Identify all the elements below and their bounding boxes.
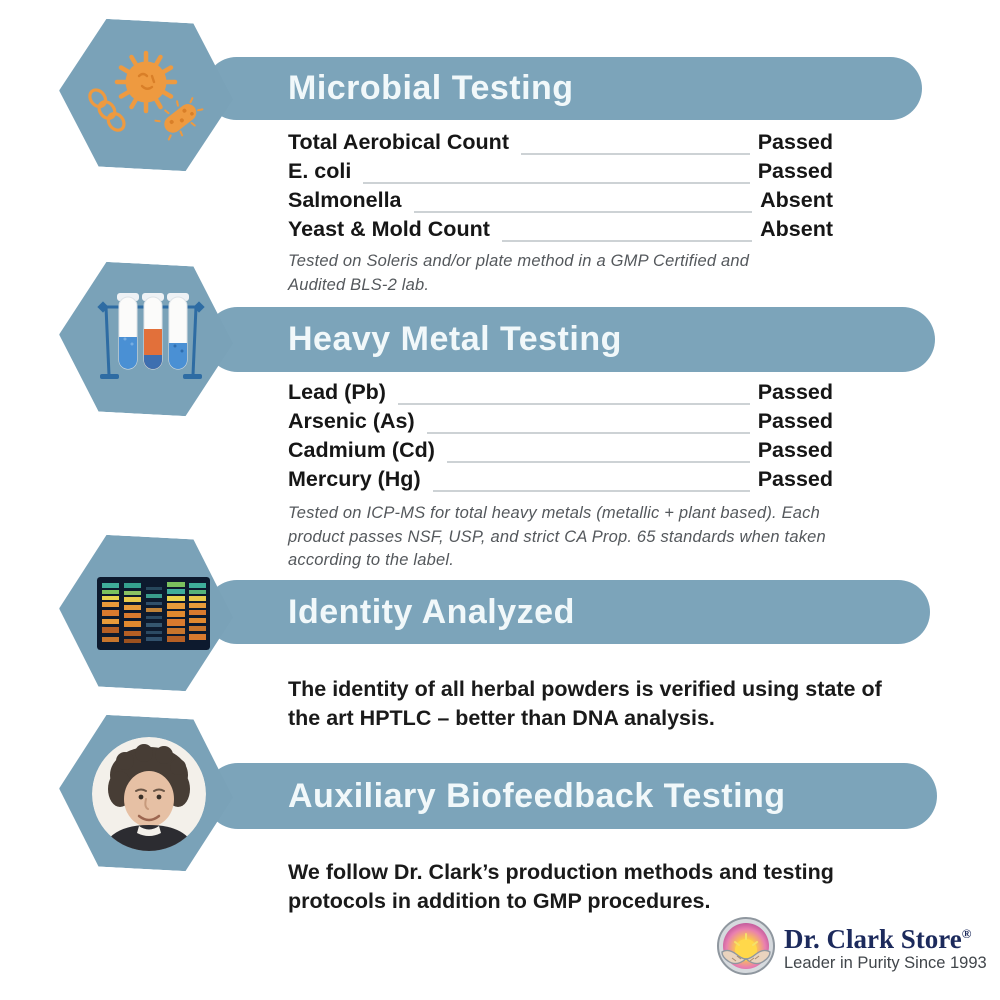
test-result: Passed bbox=[757, 438, 833, 462]
microbial-note: Tested on Soleris and/or plate method in a GMP Certified and Audited BLS-2 lab. bbox=[288, 252, 750, 294]
microbial-results-list bbox=[288, 130, 833, 246]
heavy-metal-note: Tested on ICP-MS for total heavy metals (metallic + plant based). Each product passes NSF, USP, and strict CA Prop. 65 standards when taken according to the label. bbox=[288, 504, 826, 569]
test-label: Yeast & Mold Count bbox=[288, 217, 490, 241]
section-title: Microbial Testing bbox=[288, 69, 574, 107]
leader-line bbox=[502, 240, 752, 242]
test-result: Absent bbox=[760, 188, 833, 212]
result-row bbox=[288, 467, 833, 496]
leader-line bbox=[427, 432, 750, 434]
test-label: Cadmium (Cd) bbox=[288, 438, 435, 462]
result-row bbox=[288, 380, 833, 409]
dna-gel-image bbox=[97, 577, 210, 650]
test-result: Absent bbox=[760, 217, 833, 241]
section-title: Heavy Metal Testing bbox=[288, 320, 622, 358]
result-row bbox=[288, 438, 833, 467]
result-row bbox=[288, 188, 833, 217]
leader-line bbox=[414, 211, 753, 213]
brand-tagline: Leader in Purity Since 1993 bbox=[784, 953, 987, 972]
test-label: Lead (Pb) bbox=[288, 380, 386, 404]
section-title: Identity Analyzed bbox=[288, 592, 575, 631]
leader-line bbox=[433, 490, 750, 492]
test-tubes-icon bbox=[95, 289, 207, 385]
test-result: Passed bbox=[757, 380, 833, 404]
microbial-testing-banner bbox=[205, 57, 922, 120]
auxiliary-biofeedback-banner bbox=[205, 763, 937, 829]
test-label: E. coli bbox=[288, 159, 352, 183]
test-label: Mercury (Hg) bbox=[288, 467, 421, 491]
test-result: Passed bbox=[757, 409, 833, 433]
test-result: Passed bbox=[757, 130, 833, 154]
heavy-metal-testing-banner bbox=[205, 307, 935, 372]
section-title: Auxiliary Biofeedback Testing bbox=[288, 776, 786, 815]
result-row bbox=[288, 159, 833, 188]
microbes-icon bbox=[84, 38, 206, 142]
test-label: Arsenic (As) bbox=[288, 409, 415, 433]
test-result: Passed bbox=[757, 159, 833, 183]
registered-mark: ® bbox=[961, 925, 972, 941]
leader-line bbox=[398, 403, 750, 405]
brand-name: Dr. Clark Store® bbox=[784, 923, 972, 954]
dr-clark-portrait bbox=[92, 737, 206, 851]
biofeedback-description: We follow Dr. Clark’s production methods and testing protocols in addition to GMP procedures. bbox=[288, 860, 834, 913]
test-label: Total Aerobical Count bbox=[288, 130, 509, 154]
identity-description: The identity of all herbal powders is verified using state of the art HPTLC – better than DNA analysis. bbox=[288, 677, 882, 730]
result-row bbox=[288, 130, 833, 159]
leader-line bbox=[363, 182, 749, 184]
leader-line bbox=[521, 153, 750, 155]
heavy-metal-results-list bbox=[288, 380, 833, 496]
leader-line bbox=[447, 461, 750, 463]
identity-analyzed-banner bbox=[205, 580, 930, 644]
hands-sun-emblem-icon bbox=[716, 916, 776, 976]
brand-logo bbox=[716, 916, 987, 976]
result-row bbox=[288, 409, 833, 438]
test-label: Salmonella bbox=[288, 188, 402, 212]
result-row bbox=[288, 217, 833, 246]
test-result: Passed bbox=[757, 467, 833, 491]
